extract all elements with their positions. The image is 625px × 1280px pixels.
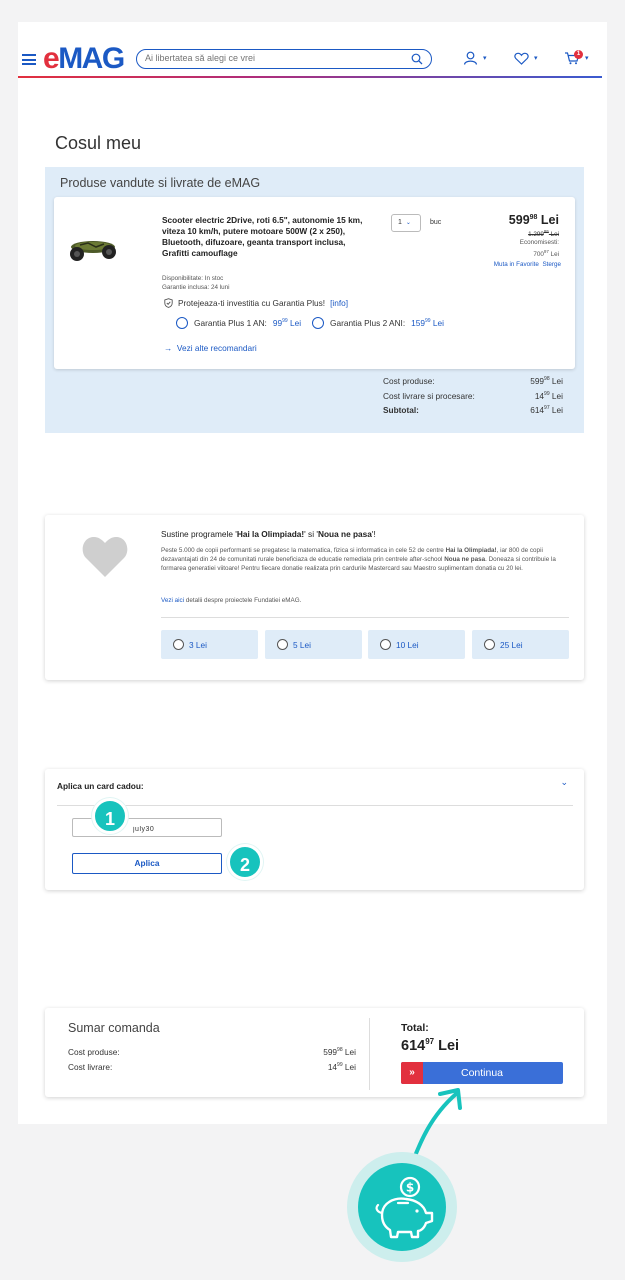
title-program-2: Noua ne pasa: [317, 529, 372, 539]
delete-link[interactable]: Sterge: [542, 261, 561, 268]
products-value: [323, 1047, 356, 1062]
text-bold-1: Hai la Olimpiada!: [445, 547, 497, 554]
title-pre: Sustine programele ': [161, 529, 237, 539]
move-to-favorites-link[interactable]: Muta in Favorite: [493, 261, 539, 268]
totals-row-products: [383, 376, 563, 391]
gp2-price-int: 159: [411, 318, 426, 328]
chevron-down-icon: ▾: [585, 55, 589, 62]
bottom-area: [0, 1124, 625, 1280]
totals-row-subtotal: [383, 405, 563, 420]
step-2-badge: 2: [227, 844, 263, 880]
savings-value: [509, 247, 559, 259]
product-name[interactable]: Scooter electric 2Drive, roti 6.5", autonomie 15 km, viteza 10 km/h, putere motoare 500W (2 x 250), Bluetooth, difuzoare, geanta transport inclusa, Grafitti camouflage: [162, 215, 363, 258]
cart-count-badge: 1: [574, 50, 583, 59]
radio-button[interactable]: [312, 317, 324, 329]
savings-sup: 97: [543, 249, 549, 255]
gp1-price-unit: Lei: [287, 318, 302, 328]
products-int: 599: [323, 1047, 338, 1057]
details-text: detalii despre proiectele Fundatiei eMAG.: [184, 597, 302, 604]
text-bold-2: Noua ne pasa: [444, 556, 486, 564]
header-divider: [18, 76, 602, 78]
donation-option[interactable]: [368, 630, 465, 659]
product-meta: [162, 275, 230, 292]
quantity-value: 1: [398, 219, 402, 226]
donation-card: [45, 515, 584, 680]
subtotal-sup: 97: [544, 405, 550, 412]
chevron-down-icon[interactable]: ⌄: [560, 777, 568, 787]
subtotal-int: 614: [530, 405, 545, 415]
delivery-int: 14: [534, 390, 545, 401]
logo-mag: MAG: [58, 42, 124, 75]
subtotal-label: Subtotal:: [383, 405, 419, 415]
svg-text:$: $: [405, 1180, 415, 1195]
summary-row-delivery: [68, 1062, 356, 1077]
warranty-text: Garantie inclusa: 24 luni: [162, 283, 230, 291]
delivery-sup: 99: [544, 390, 550, 397]
favorites-menu[interactable]: [514, 50, 538, 66]
shield-icon: [164, 298, 173, 308]
radio-button[interactable]: [484, 639, 495, 650]
gp2-price-unit: Lei: [430, 318, 444, 328]
gp1-price-sup: 99: [282, 318, 288, 325]
savings-int: 700: [533, 251, 544, 259]
cart-section: [45, 167, 584, 433]
protect-info-link[interactable]: [info]: [330, 298, 349, 308]
logo-e: e: [43, 42, 59, 75]
totals-row-delivery: [383, 391, 563, 406]
chevron-down-icon: ▾: [534, 55, 538, 62]
delivery-label: Cost livrare:: [68, 1062, 113, 1072]
gp2-label: Garantia Plus 2 ANI:: [330, 318, 406, 328]
gp2-price: [411, 318, 444, 328]
more-recommendations-link[interactable]: [164, 343, 257, 353]
garantia-plus-1-option[interactable]: [176, 317, 301, 329]
total-label: Total:: [401, 1022, 429, 1034]
old-price-sup: 95: [543, 229, 549, 234]
section-title: Produse vandute si livrate de eMAG: [60, 176, 261, 190]
step-1-badge: 1: [92, 798, 128, 834]
donation-option-label: 5 Lei: [293, 639, 311, 650]
text-part-2: , iar 800 de copii dezavantajati din 24 de comunitati rurale beneficiaza de educatie remediala prin centrele after-school: [161, 547, 543, 564]
order-summary: [45, 1008, 584, 1097]
delivery-int: 14: [327, 1062, 338, 1072]
gift-card-title: Aplica un card cadou:: [57, 781, 144, 791]
divider: [57, 805, 573, 806]
products-unit: Lei: [549, 376, 563, 386]
double-chevron-right-icon: »: [401, 1062, 423, 1084]
radio-button[interactable]: [173, 639, 184, 650]
search-icon[interactable]: [411, 53, 423, 65]
products-sup: 98: [544, 376, 550, 383]
quantity-unit: buc: [430, 219, 442, 226]
gp1-price-int: 99: [272, 318, 283, 328]
account-menu[interactable]: [463, 50, 487, 66]
donation-title: [161, 529, 376, 539]
search-input[interactable]: [145, 53, 405, 63]
title-post: '!: [371, 529, 376, 539]
heart-icon: [81, 533, 129, 579]
radio-button[interactable]: [380, 639, 391, 650]
delivery-value: [328, 1062, 356, 1077]
product-price: [509, 213, 559, 227]
old-price-unit: Lei: [548, 231, 559, 239]
heart-icon: [514, 52, 529, 65]
donation-option[interactable]: [472, 630, 569, 659]
cart-totals: [383, 376, 563, 420]
products-unit: Lei: [342, 1047, 356, 1057]
search-bar[interactable]: [136, 49, 432, 69]
user-icon: [463, 51, 478, 65]
donation-option[interactable]: [265, 630, 362, 659]
donation-option-label: 3 Lei: [189, 639, 207, 650]
products-label: Cost produse:: [68, 1047, 120, 1057]
quantity-select[interactable]: [391, 214, 421, 232]
delivery-sup: 99: [337, 1062, 343, 1069]
piggy-bank-icon: [358, 1163, 446, 1251]
piggy-bank-badge: [358, 1163, 446, 1251]
donation-option-label: 25 Lei: [500, 639, 523, 650]
availability-text: Disponibilitate: In stoc: [162, 275, 224, 282]
gift-card-section: [45, 769, 584, 890]
total-int: 614: [401, 1037, 426, 1054]
total-unit: Lei: [434, 1037, 460, 1054]
total-value: [401, 1037, 459, 1054]
more-recommendations-label: Vezi alte recomandari: [176, 343, 257, 353]
old-price: [509, 229, 559, 238]
savings-label: Economisesti:: [519, 239, 559, 247]
title-mid: ' si ': [304, 529, 318, 539]
arrow-right-icon: →: [164, 343, 173, 353]
products-sup: 98: [337, 1047, 343, 1054]
delivery-label: Cost livrare si procesare:: [383, 390, 475, 401]
total-sup: 97: [425, 1037, 435, 1046]
summary-rows: [68, 1047, 356, 1077]
continue-label: Continua: [460, 1067, 504, 1079]
text-part-1: Peste 5.000 de copii performanti se pregatesc la matematica, fizica si informatica in cele 52 de centre: [161, 547, 446, 554]
products-value: [530, 376, 563, 391]
text-part-3: . Doneaza si contribuie la formarea generatiei viitoare! Pentru fiecare donatie realizata prin cardurile Mastercard sau Maestro suplimentam donatia cu 20 lei.: [161, 556, 556, 573]
subtotal-unit: Lei: [549, 405, 563, 415]
old-price-int: 1.299: [528, 231, 544, 239]
delivery-unit: Lei: [549, 390, 563, 401]
price-int: 599: [508, 213, 530, 227]
divider: [161, 617, 569, 618]
donation-details: [161, 597, 301, 604]
donation-option[interactable]: [161, 630, 258, 659]
gp1-price: [273, 318, 301, 328]
product-card: [54, 197, 575, 369]
title-program-1: Hai la Olimpiada!: [236, 529, 305, 539]
products-int: 599: [530, 376, 545, 386]
protect-text: Protejeaza-ti investitia cu Garantia Plus!: [178, 298, 326, 308]
radio-button[interactable]: [277, 639, 288, 650]
savings-unit: Lei: [548, 251, 559, 259]
apply-button[interactable]: Aplica: [72, 853, 222, 874]
chevron-down-icon: ⌄: [405, 220, 411, 226]
gp1-label: Garantia Plus 1 AN:: [194, 318, 267, 328]
see-here-link[interactable]: Vezi aici: [161, 597, 185, 604]
radio-button[interactable]: [176, 317, 188, 329]
warranty-protect: [164, 298, 348, 308]
gp2-price-sup: 99: [425, 318, 431, 325]
page-title: Cosul meu: [55, 133, 142, 153]
product-image[interactable]: [68, 227, 118, 269]
chevron-down-icon: ▾: [483, 55, 487, 62]
products-label: Cost produse:: [383, 376, 435, 386]
emag-logo[interactable]: [43, 44, 124, 74]
summary-row-products: [68, 1047, 356, 1062]
price-sup: 98: [529, 213, 538, 221]
summary-title: Sumar comanda: [68, 1021, 160, 1035]
delivery-unit: Lei: [342, 1062, 356, 1072]
delivery-value: [535, 391, 563, 406]
menu-icon[interactable]: [22, 54, 36, 65]
subtotal-value: [530, 405, 563, 420]
garantia-plus-2-option[interactable]: [312, 317, 444, 329]
product-actions: [494, 261, 561, 268]
price-box: [509, 213, 559, 259]
price-unit: Lei: [537, 213, 559, 227]
donation-option-label: 10 Lei: [396, 639, 419, 650]
donation-text: [161, 546, 566, 574]
